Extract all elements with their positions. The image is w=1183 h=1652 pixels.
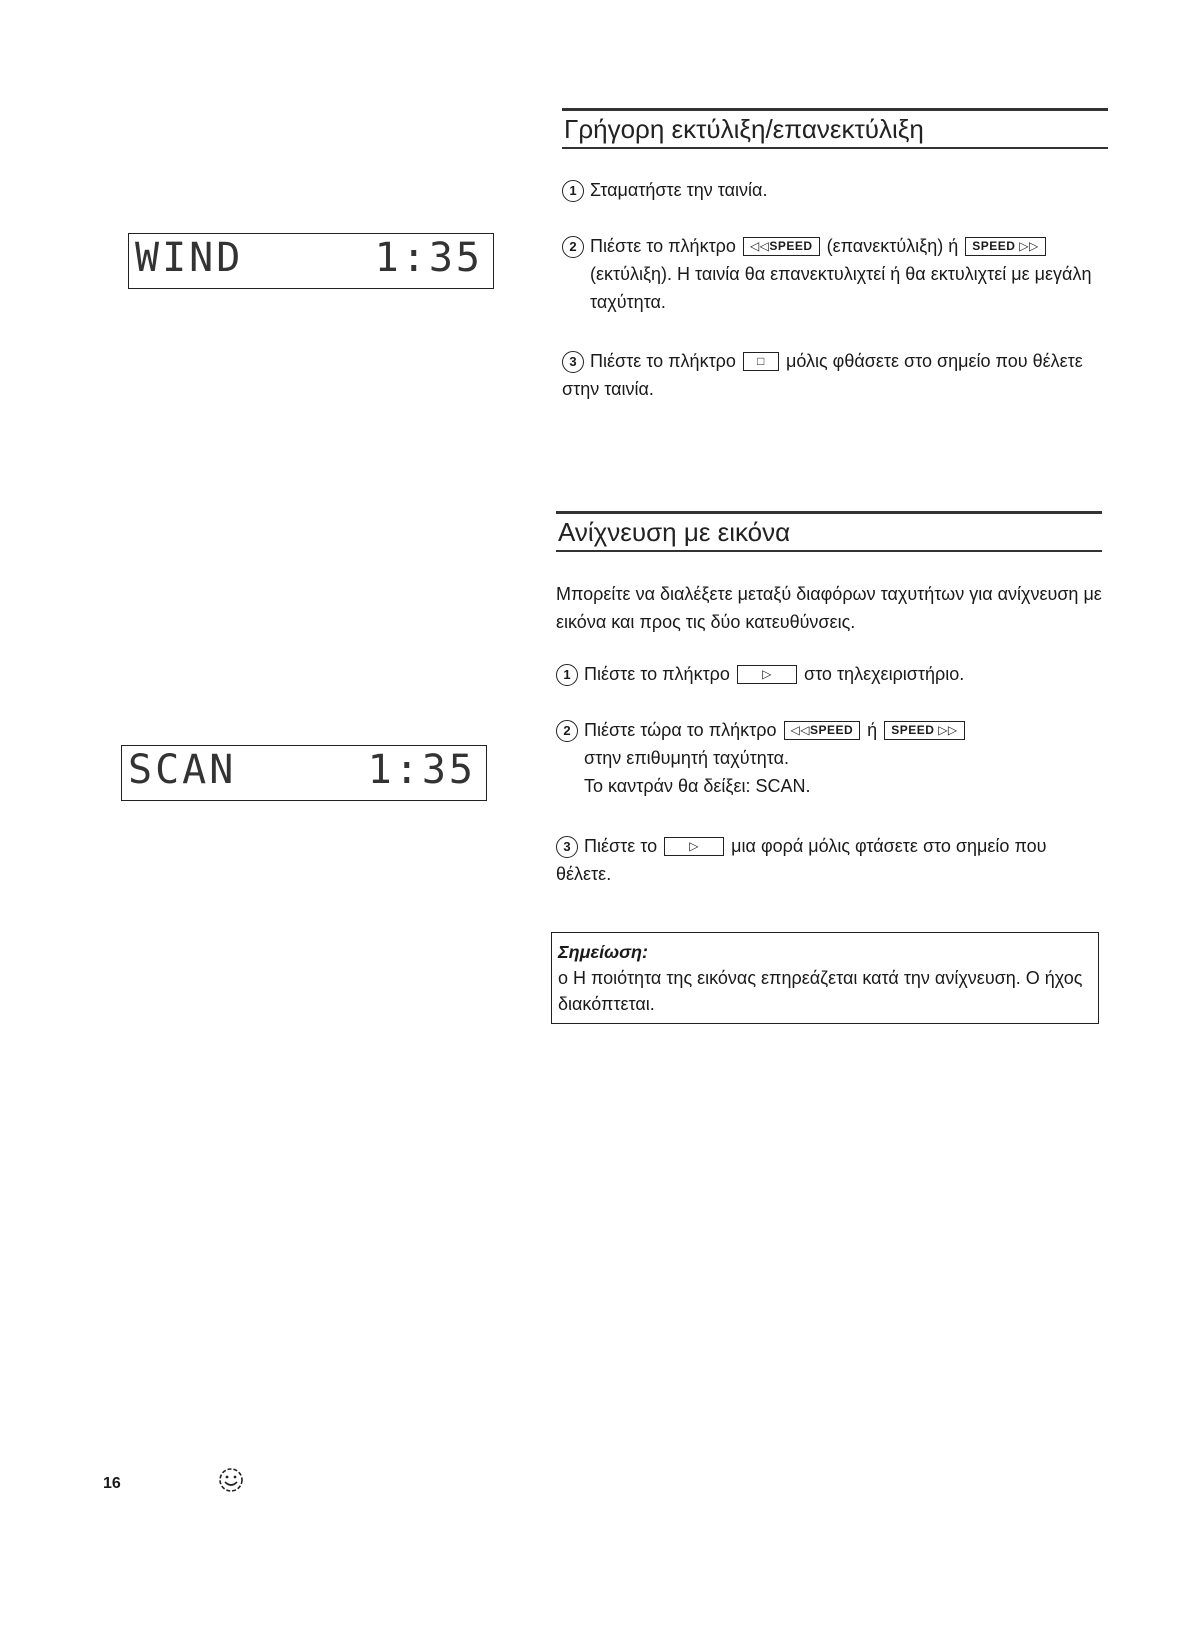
forward-speed-key: SPEED ▷▷ [965, 237, 1045, 256]
display-scan-time: 1:35 [367, 747, 476, 793]
section2-title: Ανίχνευση με εικόνα [558, 517, 791, 547]
display-wind-text: WIND [135, 235, 244, 281]
step-text: Σταματήστε την ταινία. [590, 180, 768, 200]
section2-step2 [556, 716, 1102, 800]
section2-header [556, 511, 1102, 552]
note-title: Σημείωση: [558, 942, 649, 962]
step-number: 1 [562, 180, 584, 202]
step-display-note: Το καντράν θα δείξει: SCAN. [584, 776, 811, 796]
step-number: 2 [562, 236, 584, 258]
step-text-continued: (εκτύλιξη). Η ταινία θα επανεκτυλιχτεί ή θα εκτυλιχτεί με μεγάλη ταχύτητα. [590, 264, 1092, 312]
note-box [551, 932, 1099, 1024]
step-number: 3 [556, 836, 578, 858]
step-text: Πιέστε τώρα το πλήκτρο [584, 720, 777, 740]
forward-speed-key: SPEED ▷▷ [884, 721, 964, 740]
section2-bottom-rule [556, 550, 1102, 552]
step-text-continued: μόλις φθάσετε στο σημείο που θέλετε στην ταινία. [562, 351, 1083, 399]
section1-step3 [562, 347, 1108, 403]
step-text: στο τηλεχειριστήριο. [803, 664, 965, 684]
section2-intro: Μπορείτε να διαλέξετε μεταξύ διαφόρων ταχυτήτων για ανίχνευση με εικόνα και προς τις δύο κατευθύνσεις. [556, 584, 1102, 632]
display-scan-text: SCAN [128, 747, 237, 793]
section1-header [562, 108, 1108, 149]
step-number: 1 [556, 664, 578, 686]
section1-bottom-rule [562, 147, 1108, 149]
section1-step2 [562, 232, 1108, 316]
step-text: Πιέστε το [584, 836, 658, 856]
display-scan [121, 745, 487, 801]
step-text: ή [867, 720, 878, 740]
display-wind-time: 1:35 [374, 235, 483, 281]
rewind-speed-key: ◁◁SPEED [784, 721, 861, 740]
rewind-speed-key: ◁◁SPEED [743, 237, 820, 256]
display-wind [128, 233, 494, 289]
step-text: μια φορά μόλις φτάσετε στο σημείο που θέλετε. [556, 836, 1047, 884]
play-key: ▷ [737, 665, 797, 684]
step-text: Πιέστε το πλήκτρο [584, 664, 730, 684]
section1-step1 [562, 176, 1108, 204]
note-text: ο Η ποιότητα της εικόνας επηρεάζεται κατά την ανίχνευση. Ο ήχος διακόπτεται. [558, 968, 1083, 1014]
section2-step3 [556, 832, 1102, 888]
step-text: (επανεκτύλιξη) ή [826, 236, 959, 256]
stop-key: □ [743, 352, 779, 371]
step-number: 2 [556, 720, 578, 742]
section1-title: Γρήγορη εκτύλιξη/επανεκτύλιξη [564, 114, 924, 144]
step-text: Πιέστε το πλήκτρο [590, 236, 736, 256]
step-text-continued: στην επιθυμητή ταχύτητα. [584, 748, 789, 768]
section2-step1 [556, 660, 1102, 688]
play-key: ▷ [664, 837, 724, 856]
step-number: 3 [562, 351, 584, 373]
smiley-logo-icon [216, 1465, 246, 1500]
step-text: Πιέστε το πλήκτρο [590, 351, 736, 371]
page-number: 16 [103, 1475, 121, 1492]
